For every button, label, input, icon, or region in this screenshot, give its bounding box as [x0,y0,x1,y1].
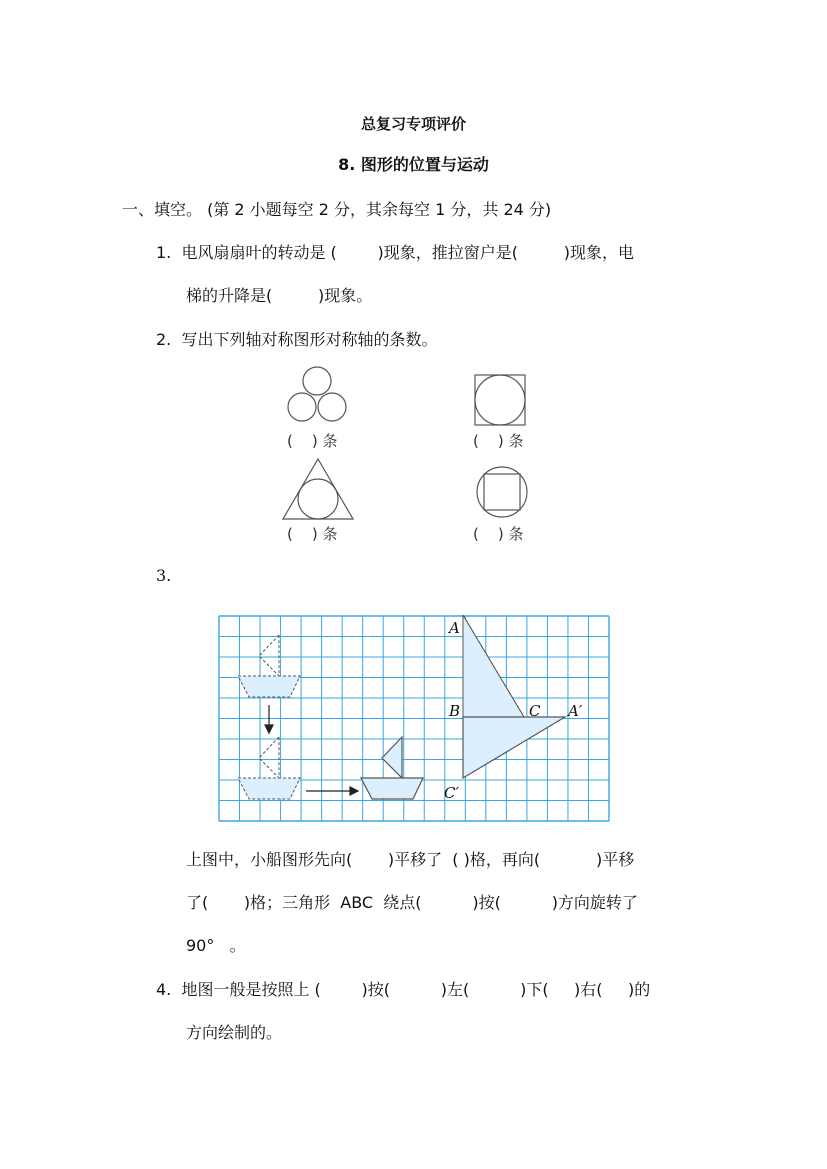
caption-three-circles: ( ) 条 [287,432,338,450]
figure-three-circles [285,365,350,427]
section-heading: 一、填空。 (第 2 小题每空 2 分，其余每空 1 分，共 24 分) [122,200,552,219]
label-c-prime: C′ [444,784,459,802]
label-a-prime: A′ [568,702,583,720]
arrow-right [306,787,358,795]
label-a: A [449,619,460,637]
page-subtitle: 8. 图形的位置与运动 [338,155,489,174]
question-2-prompt: 2. 写出下列轴对称图形对称轴的条数。 [156,330,438,349]
question-3-line-2: 了( )格；三角形 ABC 绕点( )按( )方向旋转了 [186,893,638,912]
label-c: C [529,702,541,720]
boat-dashed-middle [238,737,300,799]
boat-solid [361,737,423,799]
question-1-line-1: 1. 电风扇扇叶的转动是 ( )现象，推拉窗户是( )现象，电 [156,243,634,262]
caption-circle-square: ( ) 条 [473,525,524,543]
boat-dashed-top [238,635,300,697]
label-b: B [449,702,461,720]
question-3-number: 3. [156,566,172,585]
question-1-line-2: 梯的升降是( )现象。 [186,286,373,305]
triangle-rotated [463,717,565,778]
caption-square-circle: ( ) 条 [473,432,524,450]
caption-triangle-circle: ( ) 条 [287,525,338,543]
figure-circle-square [474,464,530,520]
figure-triangle-circle [280,456,356,522]
question-3-line-3: 90° 。 [186,936,246,955]
grid-figure [218,615,611,823]
question-4-line-2: 方向绘制的。 [186,1023,283,1042]
question-4-line-1: 4. 地图一般是按照上 ( )按( )左( )下( )右( )的 [156,980,651,999]
page-title: 总复习专项评价 [360,115,466,133]
question-3-line-1: 上图中，小船图形先向( )平移了 ( )格，再向( )平移 [186,850,635,869]
figure-square-circle [473,373,529,429]
